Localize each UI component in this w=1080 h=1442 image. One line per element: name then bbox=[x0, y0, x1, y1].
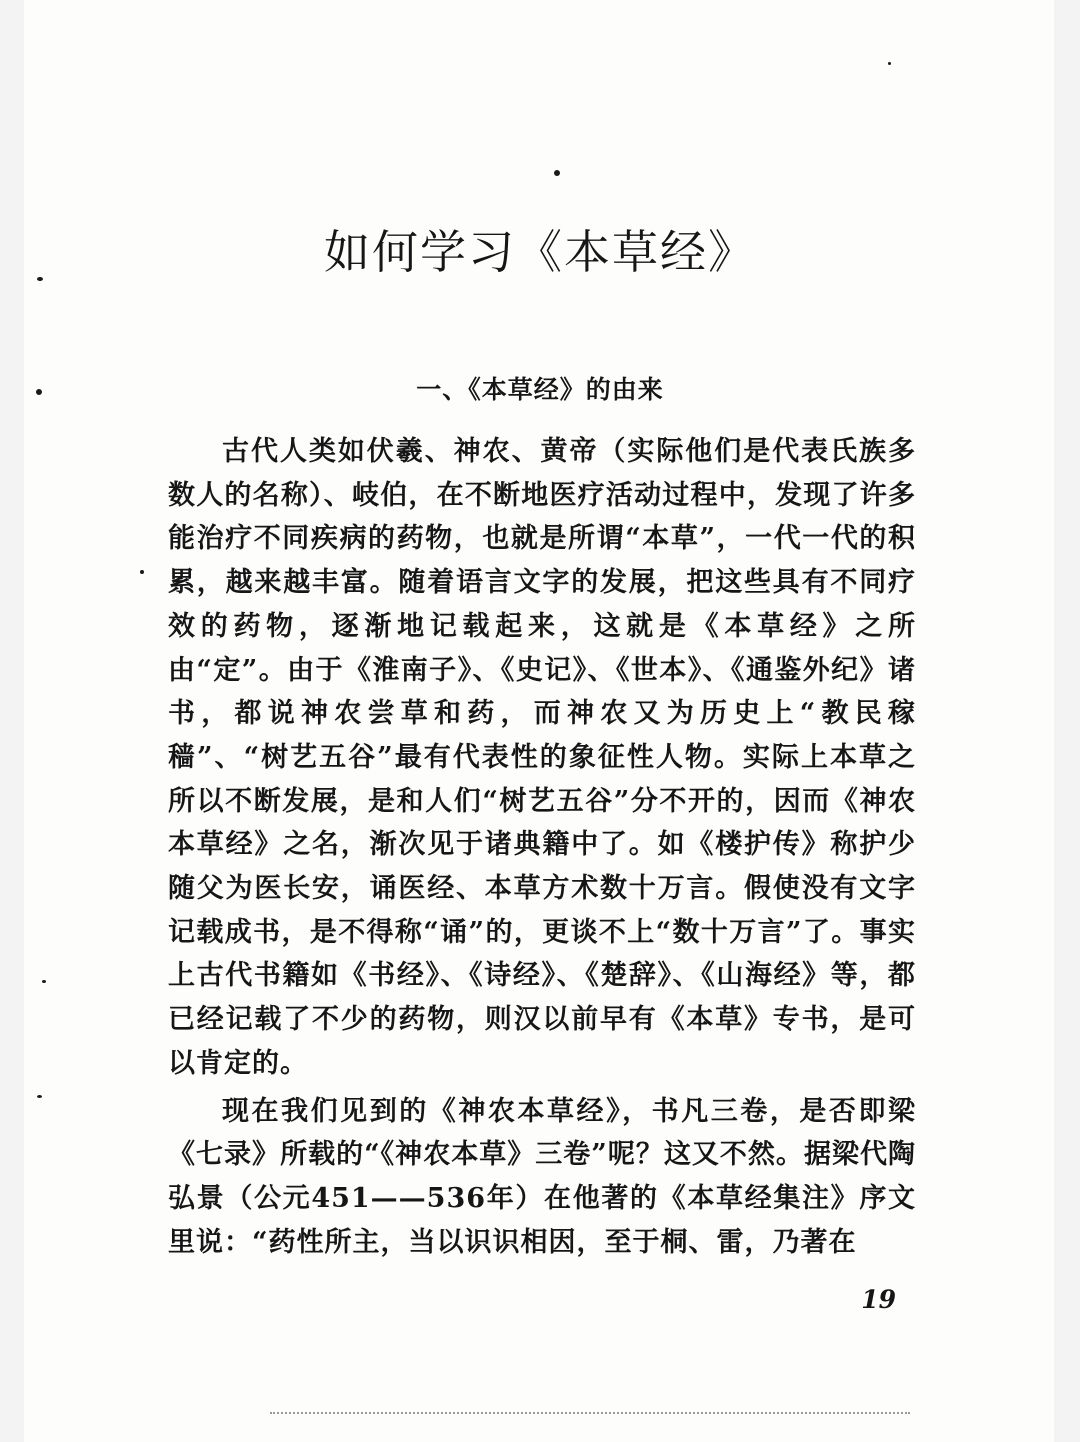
page-bottom-edge bbox=[270, 1412, 910, 1414]
scan-speck bbox=[554, 170, 560, 176]
scan-speck bbox=[42, 980, 46, 983]
paragraph: 现在我们见到的《神农本草经》，书凡三卷，是否即梁《七录》所载的“《神农本草》三卷”呢？这又不然。据梁代陶弘景（公元451——536年）在他著的《本草经集注》序文里说：“药性所主，当以识识相因，至于桐、雷，乃著在 bbox=[168, 1095, 916, 1258]
section-heading: 一、《本草经》的由来 bbox=[416, 375, 664, 404]
scan-speck bbox=[37, 1095, 42, 1098]
page-number: 19 bbox=[861, 1285, 896, 1314]
paragraph: 古代人类如伏羲、神农、黄帝（实际他们是代表氏族多数人的名称）、岐伯，在不断地医疗活动过程中，发现了许多能治疗不同疾病的药物，也就是所谓“本草”，一代一代的积累，越来越丰富。随着语言文字的发展，把这些具有不同疗效的药物，逐渐地记载起来，这就是《本草经》之所由“定”。由于《淮南子》、《史记》、《世本》、《通鉴外纪》诸书，都说神农尝草和药，而神农又为历史上“教民稼穑”、“树艺五谷”最有代表性的象征性人物。实际上本草之所以不断发展，是和人们“树艺五谷”分不开的，因而《神农本草经》之名，渐次见于诸典籍中了。如《楼护传》称护少随父为医长安，诵医经、本草方术数十万言。假使没有文字记载成书，是不得称“诵”的，更谈不上“数十万言”了。事实上古代书籍如《书经》、《诗经》、《楚辞》、《山海经》等，都已经记载了不少的药物，则汉以前早有《本草》专书，是可以肯定的。 bbox=[168, 436, 916, 1079]
chapter-title: 如何学习《本草经》 bbox=[324, 225, 756, 279]
scan-speck bbox=[888, 62, 891, 65]
scan-speck bbox=[140, 570, 144, 574]
body-text bbox=[168, 430, 916, 1268]
